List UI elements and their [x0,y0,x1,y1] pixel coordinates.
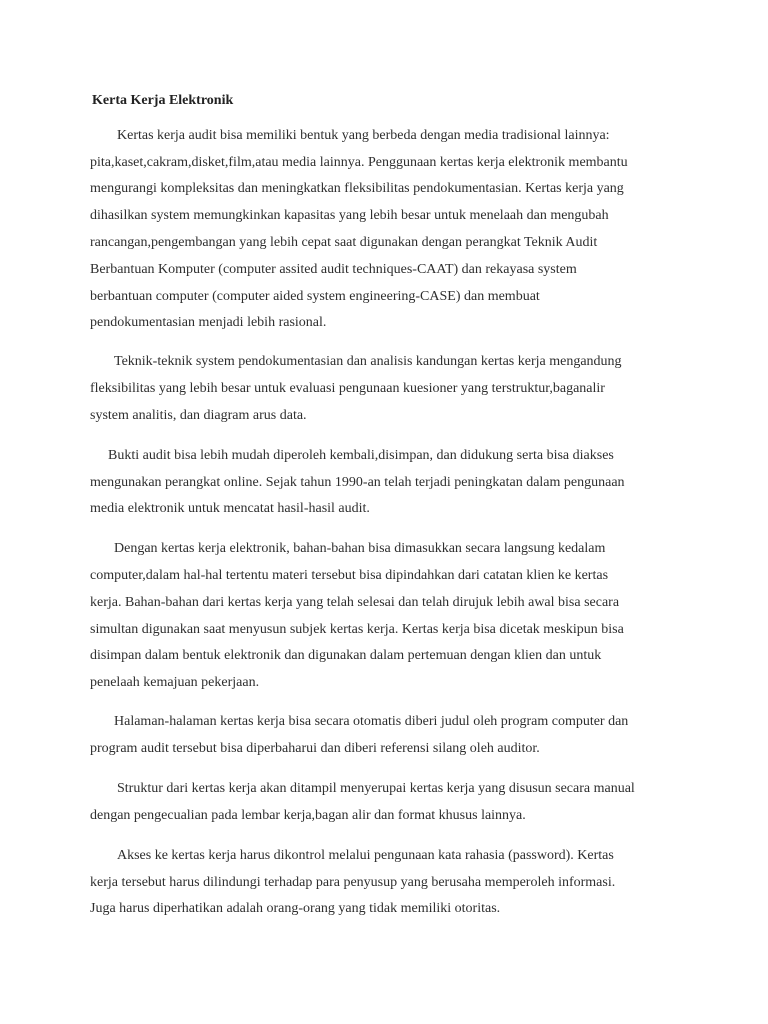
paragraph-line: computer,dalam hal-hal tertentu materi tersebut bisa dipindahkan dari catatan klien ke kertas [90,568,609,583]
paragraph-line: dengan pengecualian pada lembar kerja,bagan alir dan format khusus lainnya. [90,808,526,823]
paragraph-line: Halaman-halaman kertas kerja bisa secara otomatis diberi judul oleh program computer dan [114,714,629,729]
paragraph-line: simultan digunakan saat menyusun subjek kertas kerja. Kertas kerja bisa dicetak meskipun bisa [90,622,624,637]
paragraph-line: kerja. Bahan-bahan dari kertas kerja yang telah selesai dan telah dirujuk lebih awal bisa secara [90,595,620,610]
paragraph-line: Dengan kertas kerja elektronik, bahan-bahan bisa dimasukkan secara langsung kedalam [114,541,606,556]
paragraph-line: pita,kaset,cakram,disket,film,atau media lainnya. Penggunaan kertas kerja elektronik membantu [90,155,628,170]
paragraph-line: disimpan dalam bentuk elektronik dan digunakan dalam pertemuan dengan klien dan untuk [90,648,602,663]
paragraph-line: system analitis, dan diagram arus data. [90,408,307,423]
paragraph-line: Struktur dari kertas kerja akan ditampil menyerupai kertas kerja yang disusun secara manual [117,781,635,796]
paragraph-line: Bukti audit bisa lebih mudah diperoleh kembali,disimpan, dan didukung serta bisa diakses [108,448,614,463]
paragraph-line: mengunakan perangkat online. Sejak tahun 1990-an telah terjadi peningkatan dalam pengunaan [90,475,625,490]
paragraph-line: dihasilkan system memungkinkan kapasitas yang lebih besar untuk menelaah dan mengubah [90,208,609,223]
paragraph-line: Teknik-teknik system pendokumentasian dan analisis kandungan kertas kerja mengandung [114,354,622,369]
paragraph-line: media elektronik untuk mencatat hasil-hasil audit. [90,501,370,516]
paragraph-line: penelaah kemajuan pekerjaan. [90,675,260,690]
paragraph-line: program audit tersebut bisa diperbaharui dan diberi referensi silang oleh auditor. [90,741,540,756]
paragraph-line: Akses ke kertas kerja harus dikontrol melalui pengunaan kata rahasia (password). Kertas [117,848,614,863]
paragraph-line: mengurangi kompleksitas dan meningkatkan fleksibilitas pendokumentasian. Kertas kerja yang [90,181,624,196]
paragraph-line: kerja tersebut harus dilindungi terhadap para penyusup yang berusaha memperoleh informasi. [90,875,616,890]
paragraph-line: fleksibilitas yang lebih besar untuk evaluasi pengunaan kuesioner yang terstruktur,baganalir [90,381,605,396]
document-title: Kerta Kerja Elektronik [92,93,234,108]
paragraph-line: berbantuan computer (computer aided system engineering-CASE) dan membuat [90,289,540,304]
paragraph-line: pendokumentasian menjadi lebih rasional. [90,315,327,330]
paragraph-line: Kertas kerja audit bisa memiliki bentuk yang berbeda dengan media tradisional lainnya: [117,128,610,143]
paragraph-line: Juga harus diperhatikan adalah orang-orang yang tidak memiliki otoritas. [90,901,501,916]
paragraph-line: rancangan,pengembangan yang lebih cepat saat digunakan dengan perangkat Teknik Audit [90,235,598,250]
paragraph-line: Berbantuan Komputer (computer assited audit techniques-CAAT) dan rekayasa system [90,262,577,277]
